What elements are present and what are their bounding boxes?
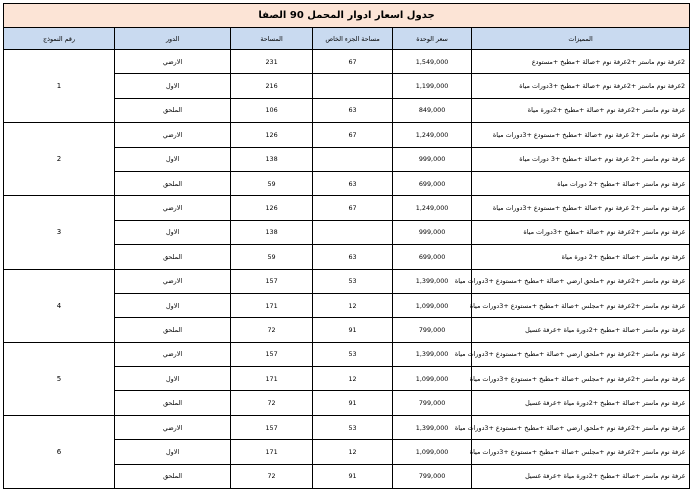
cell-price: 1,099,000 [393,440,472,464]
cell-private-area [313,220,393,244]
cell-private-area: 91 [313,464,393,488]
cell-area: 157 [231,415,313,439]
cell-features: غرفة نوم ماستر +2غرفة نوم +صالة +مطبخ +2دورة مياة [472,98,690,122]
cell-features: غرفة نوم ماستر +2غرفة نوم +مجلس +صالة +مطبخ +مستودع +3دورات مياة [472,440,690,464]
cell-private-area: 53 [313,415,393,439]
cell-floor: الملحق [115,98,231,122]
cell-price: 799,000 [393,318,472,342]
cell-features: غرفة نوم ماستر +2غرفة نوم +ملحق ارضي +صالة +مطبخ +مستودع +3دورات مياة [472,342,690,366]
cell-features: 2غرفة نوم ماستر +2غرفة نوم +صالة +مطبخ +مستودع [472,50,690,74]
cell-features: غرفة نوم ماستر +صالة +مطبخ +2 دورة مياة [472,245,690,269]
cell-model-number: 5 [4,342,115,415]
cell-features: غرفة نوم ماستر +2غرفة نوم +ملحق ارضي +صالة +مطبخ +مستودع +3دورات مياة [472,269,690,293]
cell-floor: الارضي [115,415,231,439]
header-row [4,28,690,50]
cell-private-area [313,74,393,98]
cell-price: 849,000 [393,98,472,122]
cell-area: 72 [231,391,313,415]
cell-private-area [313,147,393,171]
cell-price: 1,399,000 [393,342,472,366]
cell-floor: الاول [115,74,231,98]
cell-floor: الملحق [115,318,231,342]
cell-features: 2غرفة نوم ماستر +2غرفة نوم +صالة +مطبخ +3دورات مياة [472,74,690,98]
cell-price: 1,249,000 [393,123,472,147]
cell-features: غرفة نوم ماستر +صالة +مطبخ +2دورة مياة +غرفة غسيل [472,318,690,342]
cell-area: 106 [231,98,313,122]
cell-area: 157 [231,342,313,366]
cell-private-area: 12 [313,367,393,391]
header-floor: الدور [115,28,231,50]
cell-floor: الاول [115,440,231,464]
header-model: رقم النموذج [4,28,115,50]
cell-floor: الارضي [115,196,231,220]
cell-area: 59 [231,245,313,269]
cell-area: 171 [231,367,313,391]
cell-price: 1,099,000 [393,293,472,317]
table-row [4,196,690,220]
price-sheet [3,3,689,489]
cell-private-area: 53 [313,269,393,293]
cell-model-number: 6 [4,415,115,488]
cell-area: 231 [231,50,313,74]
cell-floor: الاول [115,220,231,244]
cell-area: 138 [231,220,313,244]
cell-features: غرفة نوم ماستر +2غرفة نوم +مجلس +صالة +مطبخ +مستودع +3دورات مياة [472,293,690,317]
cell-features: غرفة نوم ماستر +2 غرفة نوم +صالة +مطبخ +مستودع +3دورات مياة [472,123,690,147]
table-row [4,123,690,147]
cell-area: 72 [231,318,313,342]
cell-features: غرفة نوم ماستر +2غرفة نوم +ملحق ارضي +صالة +مطبخ +مستودع +3دورات مياة [472,415,690,439]
cell-private-area: 91 [313,318,393,342]
cell-private-area: 63 [313,98,393,122]
cell-area: 126 [231,123,313,147]
cell-features: غرفة نوم ماستر +صالة +مطبخ +2دورة مياة +غرفة غسيل [472,391,690,415]
price-table [3,3,690,489]
table-row [4,342,690,366]
cell-price: 999,000 [393,147,472,171]
cell-features: غرفة نوم ماستر +2 غرفة نوم +صالة +مطبخ +مستودع +3دورات مياة [472,196,690,220]
cell-model-number: 3 [4,196,115,269]
header-private-area: مساحة الجزء الخاص [313,28,393,50]
cell-floor: الارضي [115,342,231,366]
cell-private-area: 67 [313,123,393,147]
cell-floor: الاول [115,147,231,171]
cell-floor: الاول [115,367,231,391]
cell-model-number: 1 [4,50,115,123]
header-price: سعر الوحدة [393,28,472,50]
cell-area: 157 [231,269,313,293]
cell-private-area: 91 [313,391,393,415]
cell-floor: الملحق [115,245,231,269]
cell-price: 1,399,000 [393,415,472,439]
cell-private-area: 53 [313,342,393,366]
cell-private-area: 63 [313,245,393,269]
title-row [4,4,690,28]
cell-price: 1,099,000 [393,367,472,391]
cell-area: 72 [231,464,313,488]
cell-private-area: 12 [313,440,393,464]
cell-area: 59 [231,171,313,195]
cell-price: 799,000 [393,391,472,415]
header-features: المميزات [472,28,690,50]
cell-area: 138 [231,147,313,171]
cell-price: 699,000 [393,245,472,269]
header-area: المساحة [231,28,313,50]
cell-private-area: 67 [313,196,393,220]
cell-area: 171 [231,440,313,464]
cell-floor: الملحق [115,464,231,488]
table-title: جدول اسعار ادوار المحمل 90 الصفا [4,4,690,28]
cell-price: 1,399,000 [393,269,472,293]
cell-price: 1,549,000 [393,50,472,74]
cell-private-area: 63 [313,171,393,195]
cell-price: 1,249,000 [393,196,472,220]
cell-features: غرفة نوم ماستر +2 غرفة نوم +صالة +مطبخ +3 دورات مياة [472,147,690,171]
cell-floor: الارضي [115,50,231,74]
cell-features: غرفة نوم ماستر +صالة +مطبخ +2دورة مياة +غرفة غسيل [472,464,690,488]
cell-price: 799,000 [393,464,472,488]
cell-model-number: 4 [4,269,115,342]
cell-area: 216 [231,74,313,98]
cell-price: 1,199,000 [393,74,472,98]
cell-area: 171 [231,293,313,317]
cell-floor: الملحق [115,171,231,195]
cell-price: 699,000 [393,171,472,195]
cell-area: 126 [231,196,313,220]
cell-private-area: 67 [313,50,393,74]
cell-features: غرفة نوم ماستر +2غرفة نوم +مجلس +صالة +مطبخ +مستودع +3دورات مياة [472,367,690,391]
cell-features: غرفة نوم ماستر +2غرفة نوم +صالة +مطبخ +3دورات مياة [472,220,690,244]
cell-model-number: 2 [4,123,115,196]
table-row [4,415,690,439]
cell-features: غرفة نوم ماستر +صالة +مطبخ +2 دورات مياة [472,171,690,195]
cell-floor: الارضي [115,269,231,293]
cell-floor: الملحق [115,391,231,415]
table-row [4,50,690,74]
cell-floor: الاول [115,293,231,317]
cell-private-area: 12 [313,293,393,317]
cell-price: 999,000 [393,220,472,244]
table-row [4,269,690,293]
cell-floor: الارضي [115,123,231,147]
